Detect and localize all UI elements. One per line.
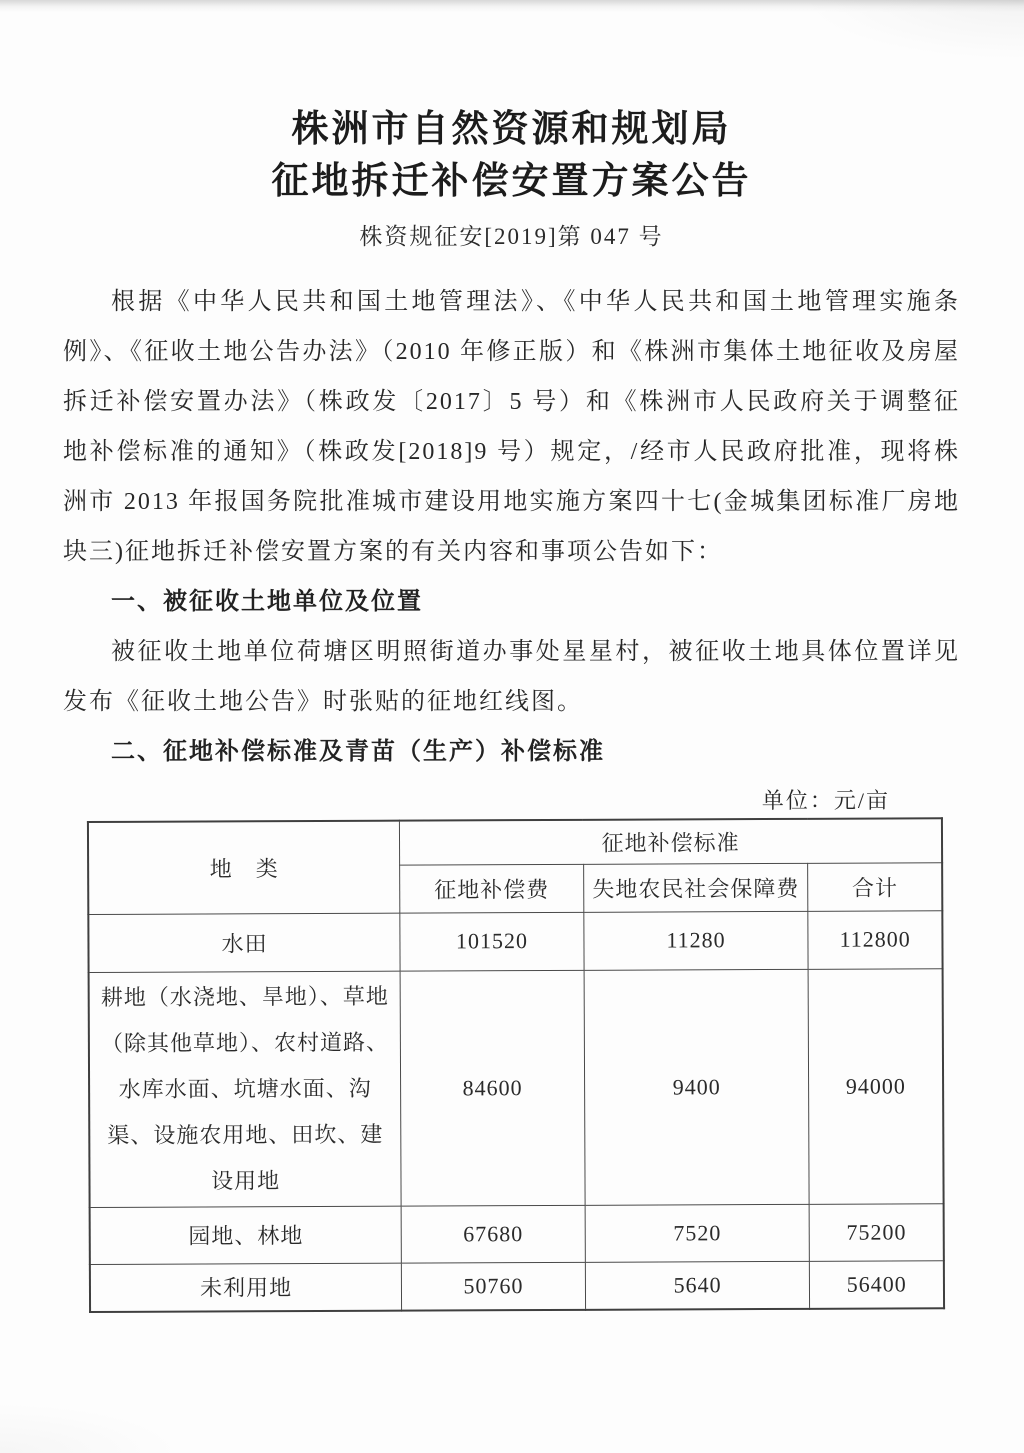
cell-social-security: 5640	[585, 1261, 810, 1310]
header-cell-total: 合计	[808, 862, 942, 911]
section2-heading: 二、征地补偿标准及青苗（生产）补偿标准	[111, 739, 605, 765]
table-row-garden-forest-land	[90, 1203, 944, 1264]
cell-fee: 84600	[400, 970, 585, 1206]
section1-heading: 一、被征收土地单位及位置	[111, 589, 423, 615]
header-cell-fee: 征地补偿费	[400, 864, 584, 913]
header-cell-land-type: 地 类	[88, 821, 400, 914]
table-row-cultivated-land	[89, 968, 944, 1207]
cell-land-type: 未利用地	[90, 1263, 402, 1312]
intro-paragraph: 根据《中华人民共和国土地管理法》、《中华人民共和国土地管理实施条例》、《征收土地公告办法》（2010 年修正版）和《株洲市集体土地征收及房屋拆迁补偿安置办法》（株政发〔2017〕5 号）和《株洲市人民政府关于调整征地补偿标准的通知》（株政发[2018]9 号）规定，/经市人民政府批准，现将株洲市 2013 年报国务院批准城市建设用地实施方案四十七(金城集团标准厂房地块三)征地拆迁补偿安置方案的有关内容和事项公告如下：	[63, 289, 960, 565]
cell-social-security: 11280	[584, 911, 809, 970]
header-cell-standard-group: 征地补偿标准	[400, 818, 942, 864]
scan-artifact-bottom-left	[0, 1403, 180, 1453]
table-unit-note: 单位：元/亩	[761, 788, 890, 813]
compensation-table	[87, 817, 945, 1313]
scan-artifact-top-edge	[0, 0, 1024, 12]
cell-land-type: 耕地（水浇地、旱地）、草地（除其他草地）、农村道路、水库水面、坑塘水面、沟渠、设施农用地、田坎、建设用地	[89, 971, 402, 1207]
table-row-paddy-field	[88, 910, 942, 972]
cell-fee: 67680	[401, 1205, 585, 1263]
cell-total: 94000	[808, 968, 943, 1204]
header-cell-social-security: 失地农民社会保障费	[583, 863, 808, 912]
document-number: 株资规征安[2019]第 047 号	[359, 224, 664, 249]
table-row-unused-land	[90, 1260, 944, 1312]
section1-paragraph: 被征收土地单位荷塘区明照街道办事处星星村，被征收土地具体位置详见发布《征收土地公告》时张贴的征地红线图。	[63, 639, 960, 715]
table-header-row-1	[88, 818, 942, 866]
document-title-line2: 征地拆迁补偿安置方案公告	[271, 160, 752, 201]
cell-total: 56400	[810, 1260, 944, 1309]
cell-fee: 101520	[400, 912, 584, 971]
cell-fee: 50760	[402, 1262, 586, 1311]
cell-total: 112800	[808, 910, 942, 969]
cell-total: 75200	[810, 1203, 944, 1261]
cell-land-type: 水田	[88, 913, 400, 972]
scan-artifact-top-right	[804, 0, 1024, 60]
document-title-line1: 株洲市自然资源和规划局	[291, 108, 732, 149]
cell-social-security: 9400	[584, 969, 810, 1205]
cell-social-security: 7520	[585, 1204, 810, 1262]
cell-land-type: 园地、林地	[90, 1206, 402, 1264]
